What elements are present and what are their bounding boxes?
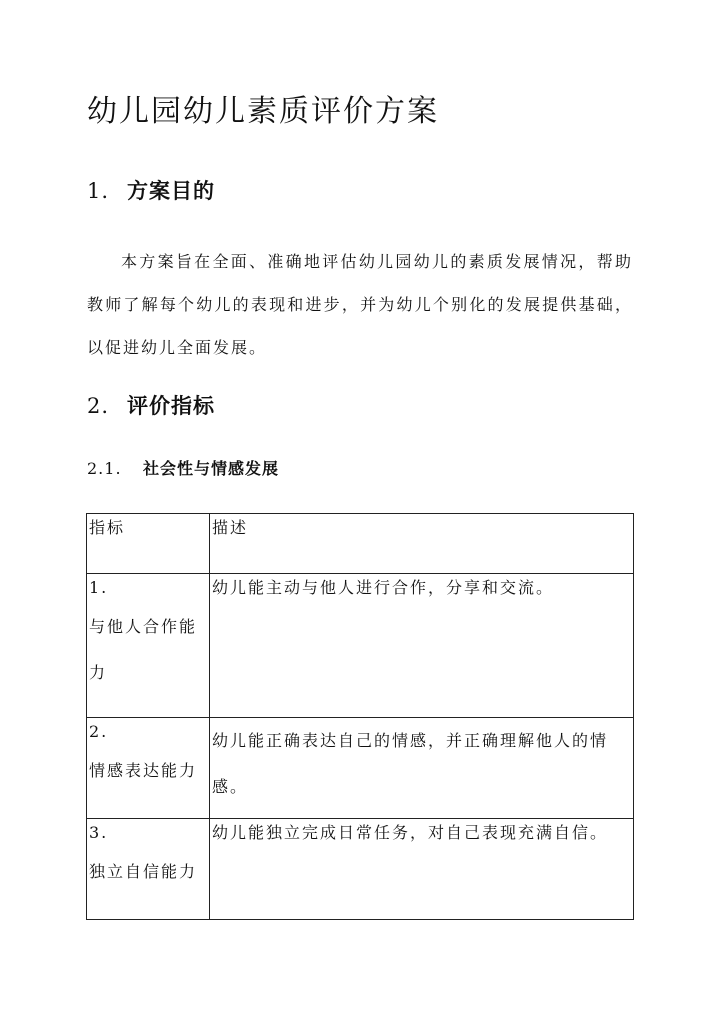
indicator-description: 幼儿能正确表达自己的情感，并正确理解他人的情感。: [212, 731, 609, 796]
indicator-number: 1.: [89, 578, 109, 597]
indicator-number: 2.: [89, 722, 109, 741]
indicator-name: 独立自信能力: [89, 862, 198, 881]
header-indicator: 指标: [87, 514, 210, 574]
purpose-paragraph: 本方案旨在全面、准确地评估幼儿园幼儿的素质发展情况，帮助教师了解每个幼儿的表现和进步，并为幼儿个别化的发展提供基础，以促进幼儿全面发展。: [87, 252, 633, 357]
description-cell: [210, 718, 634, 819]
section-heading-purpose: [87, 175, 215, 205]
indicator-cell: [87, 574, 210, 718]
subsection-heading-social-emotional: [87, 456, 279, 479]
indicator-name: 与他人合作能力: [89, 617, 198, 682]
subsection-title: 社会性与情感发展: [143, 459, 280, 478]
section-number: 2.: [87, 394, 110, 418]
indicator-number: 3.: [89, 823, 109, 842]
indicator-name: 情感表达能力: [89, 761, 198, 780]
indicator-description: 幼儿能主动与他人进行合作，分享和交流。: [212, 578, 555, 597]
indicator-table: [86, 513, 634, 920]
indicator-description: 幼儿能独立完成日常任务，对自己表现充满自信。: [212, 823, 609, 842]
description-cell: [210, 819, 634, 920]
section-heading-indicators: [87, 390, 215, 420]
document-title: 幼儿园幼儿素质评价方案: [87, 94, 439, 129]
subsection-number: 2.1.: [87, 459, 122, 478]
description-cell: [210, 574, 634, 718]
header-description: 描述: [210, 514, 634, 574]
table-row: [87, 574, 634, 718]
section-title: 方案目的: [127, 178, 215, 203]
section-title: 评价指标: [127, 393, 215, 418]
indicator-cell: [87, 819, 210, 920]
indicator-cell: [87, 718, 210, 819]
section-number: 1.: [87, 179, 110, 203]
table-header-row: [87, 514, 634, 574]
table-row: [87, 718, 634, 819]
table-row: [87, 819, 634, 920]
